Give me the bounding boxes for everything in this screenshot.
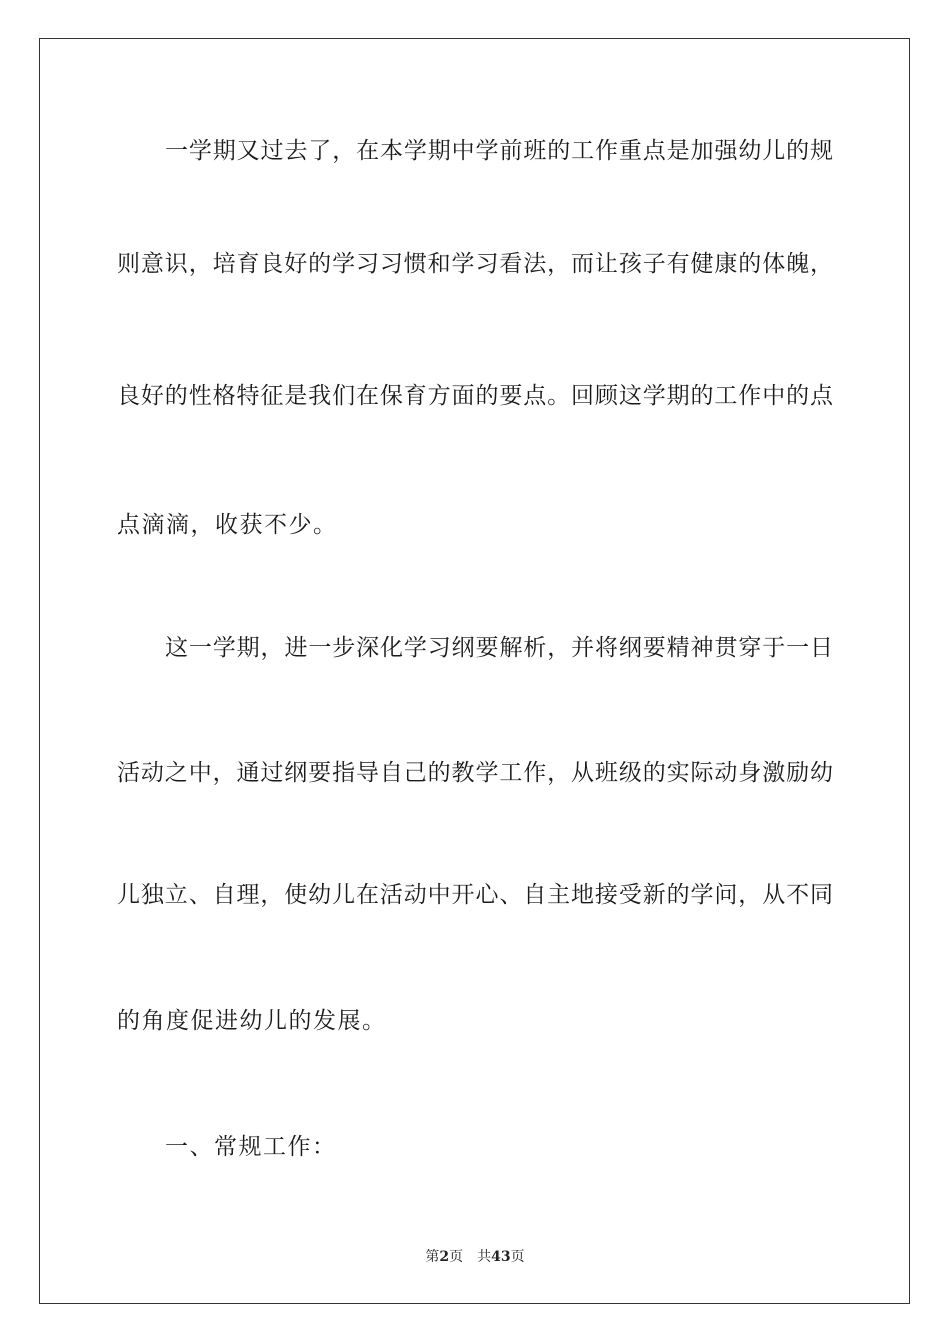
paragraph-1-line-2: 则意识，培育良好的学习习惯和学习看法，而让孩子有健康的体魄，	[117, 251, 833, 277]
footer-total-prefix: 共	[477, 1249, 492, 1265]
paragraph-2-line-2: 活动之中，通过纲要指导自己的教学工作，从班级的实际动身激励幼	[117, 760, 833, 786]
footer-page-prefix: 第	[425, 1249, 440, 1265]
paragraph-2-line-4: 的角度促进幼儿的发展。	[117, 1008, 387, 1034]
footer-total-pages: 43	[491, 1249, 511, 1265]
paragraph-2-line-3: 儿独立、自理，使幼儿在活动中开心、自主地接受新的学问，从不同	[117, 882, 833, 908]
paragraph-2-line-1: 这一学期，进一步深化学习纲要解析，并将纲要精神贯穿于一日	[165, 635, 833, 661]
page-footer	[0, 1248, 950, 1266]
section-heading: 一、常规工作：	[165, 1134, 337, 1160]
footer-total-suffix: 页	[510, 1249, 525, 1265]
paragraph-1-line-1: 一学期又过去了，在本学期中学前班的工作重点是加强幼儿的规	[165, 138, 833, 164]
footer-page-suffix: 页	[449, 1249, 464, 1265]
page-border	[39, 38, 910, 1304]
footer-page-number: 2	[439, 1249, 450, 1265]
paragraph-1-line-4: 点滴滴，收获不少。	[117, 512, 338, 538]
paragraph-1-line-3: 良好的性格特征是我们在保育方面的要点。回顾这学期的工作中的点	[117, 383, 833, 409]
